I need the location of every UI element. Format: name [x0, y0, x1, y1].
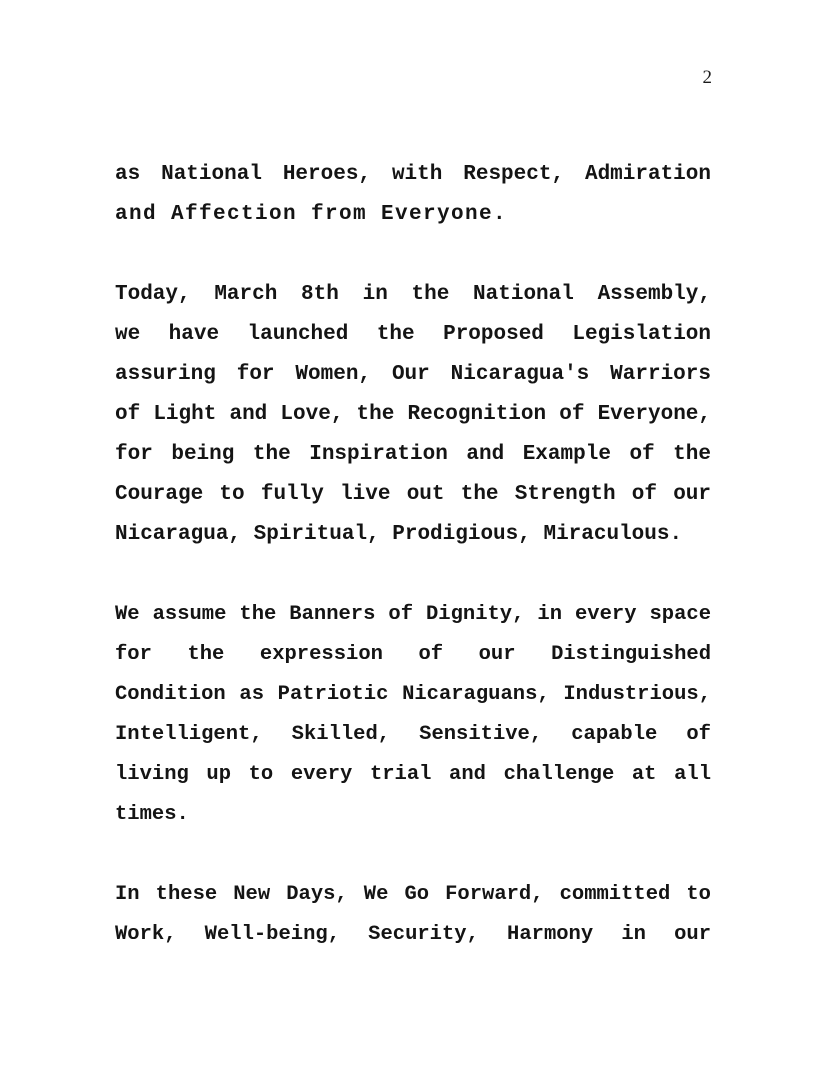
text-line: Courage to fully live out the Strength of our [115, 483, 711, 506]
text-line: for being the Inspiration and Example of the [115, 443, 711, 466]
text-block [115, 155, 711, 995]
text-line: and Affection from Everyone. [115, 203, 508, 226]
text-line: In these New Days, We Go Forward, committed to [115, 883, 711, 906]
paragraph [115, 595, 711, 835]
paragraph [115, 875, 711, 955]
text-line: times. [115, 803, 189, 826]
paragraph [115, 275, 711, 555]
text-line: for the expression of our Distinguished [115, 643, 711, 666]
text-line: We assume the Banners of Dignity, in every space [115, 603, 711, 626]
text-line: Today, March 8th in the National Assembly, [115, 283, 711, 306]
text-line: assuring for Women, Our Nicaragua's Warriors [115, 363, 711, 386]
text-line: we have launched the Proposed Legislation [115, 323, 711, 346]
text-line: living up to every trial and challenge at all [115, 763, 711, 786]
text-line: Work, Well-being, Security, Harmony in our [115, 923, 711, 946]
page-number: 2 [702, 67, 712, 88]
text-line: of Light and Love, the Recognition of Everyone, [115, 403, 711, 426]
text-line: Nicaragua, Spiritual, Prodigious, Miraculous. [115, 523, 683, 546]
text-line: as National Heroes, with Respect, Admiration [115, 163, 711, 186]
text-line: Condition as Patriotic Nicaraguans, Industrious, [115, 683, 711, 706]
paragraph [115, 155, 711, 235]
text-line: Intelligent, Skilled, Sensitive, capable of [115, 723, 711, 746]
